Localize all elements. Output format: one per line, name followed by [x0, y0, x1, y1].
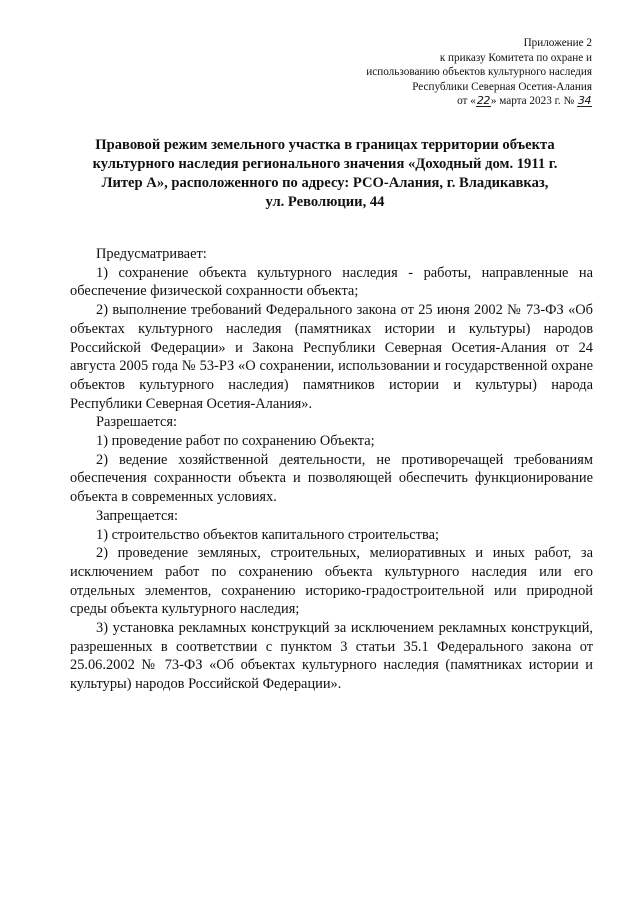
title-line-4: ул. Революции, 44 — [265, 194, 385, 210]
title-line-3: Литер А», расположенного по адресу: РСО-Алания, г. Владикавказ, — [101, 175, 549, 191]
prohibited-item-3: 3) установка рекламных конструкций за исключением рекламных конструкций, разрешенных в соответствии с пунктом 3 статьи 35.1 Федерального закона от 25.06.2002 № 73-ФЗ «Об объектах культурного наследия (памятниках истории и культуры) народов Российской Федерации». — [70, 620, 593, 693]
appendix-date-line — [272, 94, 592, 109]
provides-item-2: 2) выполнение требований Федерального закона от 25 июня 2002 № 73-ФЗ «Об объектах культурного наследия (памятниках истории и культуры) народов Российской Федерации» и Закона Республики Северная Осетия-Алания от 24 августа 2005 года № 53-РЗ «О сохранении, использовании и государственной охране объектов культурного наследия) памятников истории и культуры) народа Республики Северная Осетия-Алания». — [70, 302, 593, 412]
appendix-order-ref: к приказу Комитета по охране и — [439, 51, 592, 64]
date-prefix: от « — [457, 95, 476, 107]
handwritten-order-number: 34 — [578, 94, 591, 107]
title-line-2: культурного наследия регионального значения «Доходный дом. 1911 г. — [92, 156, 558, 172]
allowed-heading: Разрешается: — [96, 414, 177, 431]
prohibited-item-2: 2) проведение земляных, строительных, мелиоративных и иных работ, за исключением работ по сохранению объекта культурного наследия или его отдельных элементов, сохранению историко-градостроительной или природной среды объекта культурного наследия; — [70, 545, 593, 618]
appendix-block — [272, 36, 592, 109]
allowed-item-1: 1) проведение работ по сохранению Объекта; — [96, 433, 375, 450]
prohibited-item-1: 1) строительство объектов капитального строительства; — [96, 526, 439, 543]
date-middle: » марта 2023 г. № — [490, 95, 575, 107]
provides-heading: Предусматривает: — [96, 246, 207, 262]
prohibited-heading: Запрещается: — [96, 507, 179, 524]
appendix-republic: Республики Северная Осетия-Алания — [412, 80, 592, 93]
appendix-committee: использованию объектов культурного наследия — [366, 66, 592, 78]
allowed-item-2: 2) ведение хозяйственной деятельности, не противоречащей требованиям обеспечения сохранности объекта и позволяющей обеспечить функционирование объекта в современных условиях. — [70, 451, 593, 506]
appendix-number: Приложение 2 — [523, 37, 592, 49]
provides-item-1: 1) сохранение объекта культурного наследия - работы, направленные на обеспечение физической сохранности объекта; — [70, 264, 593, 300]
document-body — [70, 245, 593, 694]
handwritten-day: 22 — [476, 94, 490, 107]
title-line-1: Правовой режим земельного участка в границах территории объекта — [95, 137, 555, 153]
document-title — [60, 136, 590, 212]
